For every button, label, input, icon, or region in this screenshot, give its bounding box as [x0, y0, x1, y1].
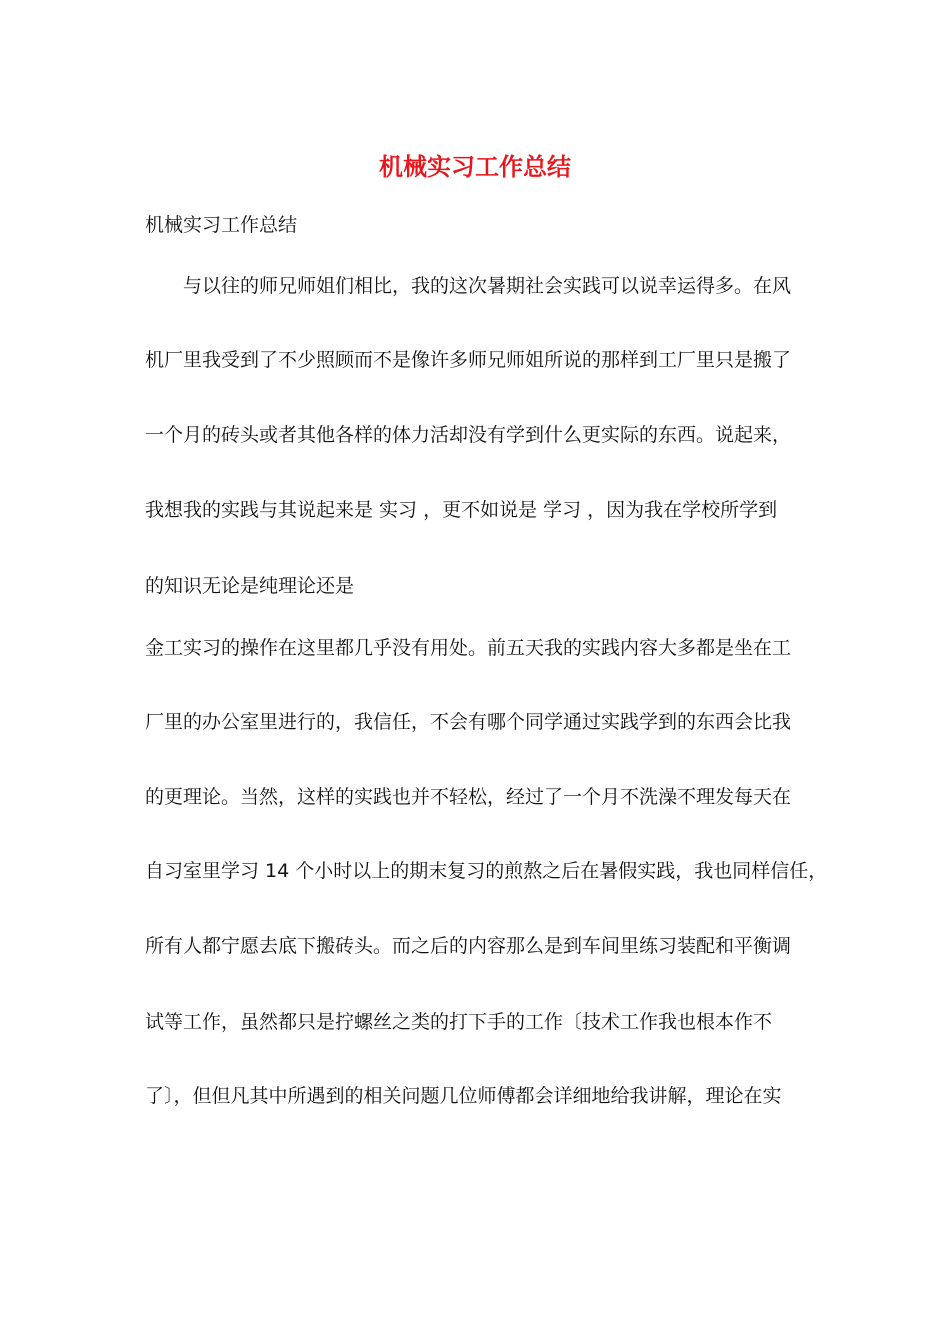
body-line: 一个月的砖头或者其他各样的体力活却没有学到什么更实际的东西。说起来， — [145, 424, 792, 446]
body-line: 所有人都宁愿去底下搬砖头。而之后的内容那么是到车间里练习装配和平衡调 — [145, 935, 792, 957]
body-line: 的知识无论是纯理论还是 — [145, 575, 355, 597]
body-line: 的更理论。当然，这样的实践也并不轻松，经过了一个月不洗澡不理发每天在 — [145, 786, 792, 808]
body-line: 机厂里我受到了不少照顾而不是像许多师兄师姐所说的那样到工厂里只是搬了 — [145, 349, 792, 371]
document-subtitle: 机械实习工作总结 — [145, 214, 298, 236]
body-line: 我想我的实践与其说起来是 实习 ，更不如说是 学习 ，因为我在学校所学到 — [145, 499, 778, 521]
body-line: 厂里的办公室里进行的，我信任，不会有哪个同学通过实践学到的东西会比我 — [145, 711, 792, 733]
document-title: 机械实习工作总结 — [379, 152, 571, 181]
body-line: 与以往的师兄师姐们相比，我的这次暑期社会实践可以说幸运得多。在风 — [145, 275, 792, 297]
body-line: 金工实习的操作在这里都几乎没有用处。前五天我的实践内容大多都是坐在工 — [145, 637, 792, 659]
body-line: 试等工作，虽然都只是拧螺丝之类的打下手的工作〔技术工作我也根本作不 — [145, 1011, 773, 1033]
body-line: 了〕，但但凡其中所遇到的相关问题几位师傅都会详细地给我讲解，理论在实 — [145, 1085, 782, 1107]
body-line: 自习室里学习 14 个小时以上的期末复习的煎熬之后在暑假实践，我也同样信任， — [145, 860, 828, 882]
